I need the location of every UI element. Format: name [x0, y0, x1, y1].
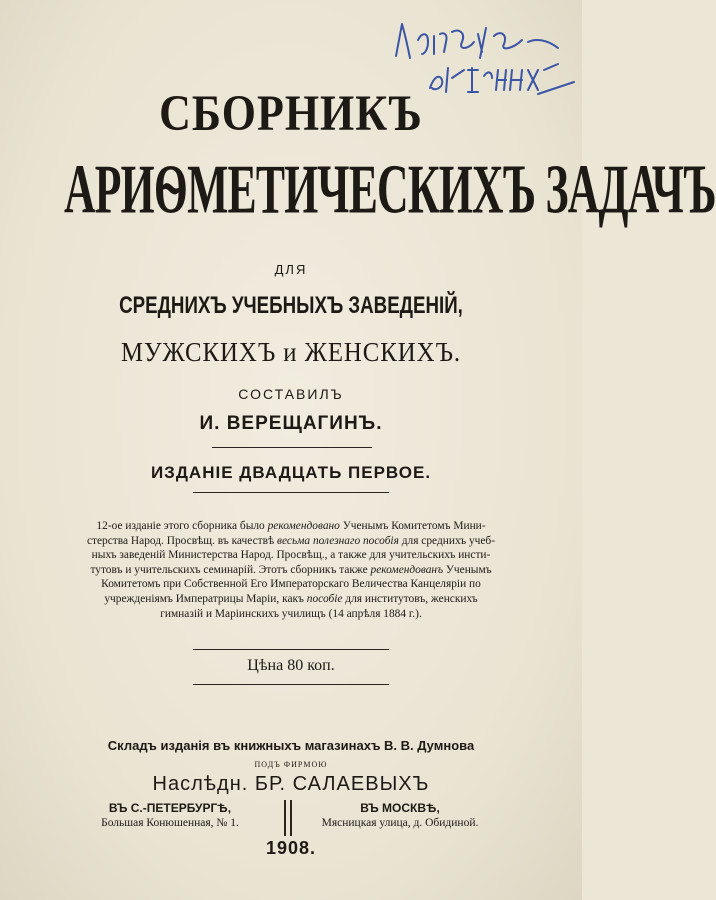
- price-label: Цѣна 80 коп.: [247, 657, 335, 674]
- publisher-name: Наслѣдн. БР. САЛАЕВЫХЪ: [152, 773, 430, 795]
- text-run: 12-ое изданіе этого сборника было: [96, 520, 268, 532]
- subtitle-line-1: СРЕДНИХЪ УЧЕБНЫХЪ ЗАВЕДЕНІЙ,: [119, 292, 463, 319]
- text-run: для институтовъ, женскихъ: [342, 592, 478, 605]
- paragraph-line: [40, 534, 542, 549]
- text-run: стерства Народ. Просвѣщ. въ качествѣ: [86, 534, 278, 547]
- spb-address: Большая Конюшенная, № 1.: [101, 817, 239, 829]
- spb-city: ВЪ С.-ПЕТЕРБУРГѢ,: [108, 801, 232, 815]
- emphasis-run: пособіе: [306, 592, 343, 605]
- moscow-address: Мясницкая улица, д. Обидиной.: [321, 817, 479, 829]
- paragraph-line: Комитетомъ при Собственной Его Императорскаго Величества Канцеляріи по: [101, 578, 481, 591]
- text-run: учрежденіямъ Императрицы Маріи, какъ: [104, 592, 307, 605]
- paragraph-line: [40, 519, 542, 534]
- paragraph-line: [40, 592, 542, 607]
- text-run: для среднихъ учеб-: [398, 534, 496, 547]
- title-line-1: СБОРНИКЪ: [159, 85, 423, 142]
- emphasis-run: рекомендовано: [267, 520, 340, 532]
- edition-label: ИЗДАНІЕ ДВАДЦАТЬ ПЕРВОЕ.: [150, 463, 432, 482]
- for-label: ДЛЯ: [274, 262, 308, 277]
- warehouse-line: Складъ изданія въ книжныхъ магазинахъ В. В. Думнова: [107, 738, 475, 753]
- publication-year: 1908.: [265, 838, 317, 858]
- spb-location: [60, 801, 280, 829]
- subtitle-line-2: МУЖСКИХЪ и ЖЕНСКИХЪ.: [120, 337, 462, 367]
- recommendation-paragraph: [40, 519, 542, 621]
- paragraph-line: ныхъ заведеній Министерства Народ. Просвѣщ., а также для учительскихъ инсти-: [91, 549, 491, 562]
- divider-rule-top: [212, 447, 372, 448]
- moscow-location: [285, 801, 515, 829]
- emphasis-run: весьма полезнаго пособія: [277, 534, 399, 547]
- divider-rule-bottom: [193, 492, 389, 493]
- moscow-city: ВЪ МОСКВѢ,: [360, 801, 440, 815]
- compiled-by-label: СОСТАВИЛЪ: [238, 386, 344, 402]
- emphasis-run: рекомендованъ: [370, 563, 443, 576]
- under-firm-label: ПОДЪ ФИРМОЮ: [254, 760, 328, 769]
- text-run: Ученымъ Комитетомъ Мини-: [339, 520, 486, 532]
- text-run: Ученымъ: [443, 563, 492, 576]
- paragraph-line: гимназій и Маріинскихъ училищъ (14 апрѣля 1884 г.).: [160, 607, 422, 620]
- title-line-2: АРИѲМЕТИЧЕСКИХЪ ЗАДАЧЪ: [64, 151, 716, 229]
- paragraph-line: [40, 563, 542, 578]
- text-run: тутовъ и учительскихъ семинарій. Этотъ сборникъ также: [90, 563, 371, 576]
- author-name: И. ВЕРЕЩАГИНЪ.: [199, 413, 383, 434]
